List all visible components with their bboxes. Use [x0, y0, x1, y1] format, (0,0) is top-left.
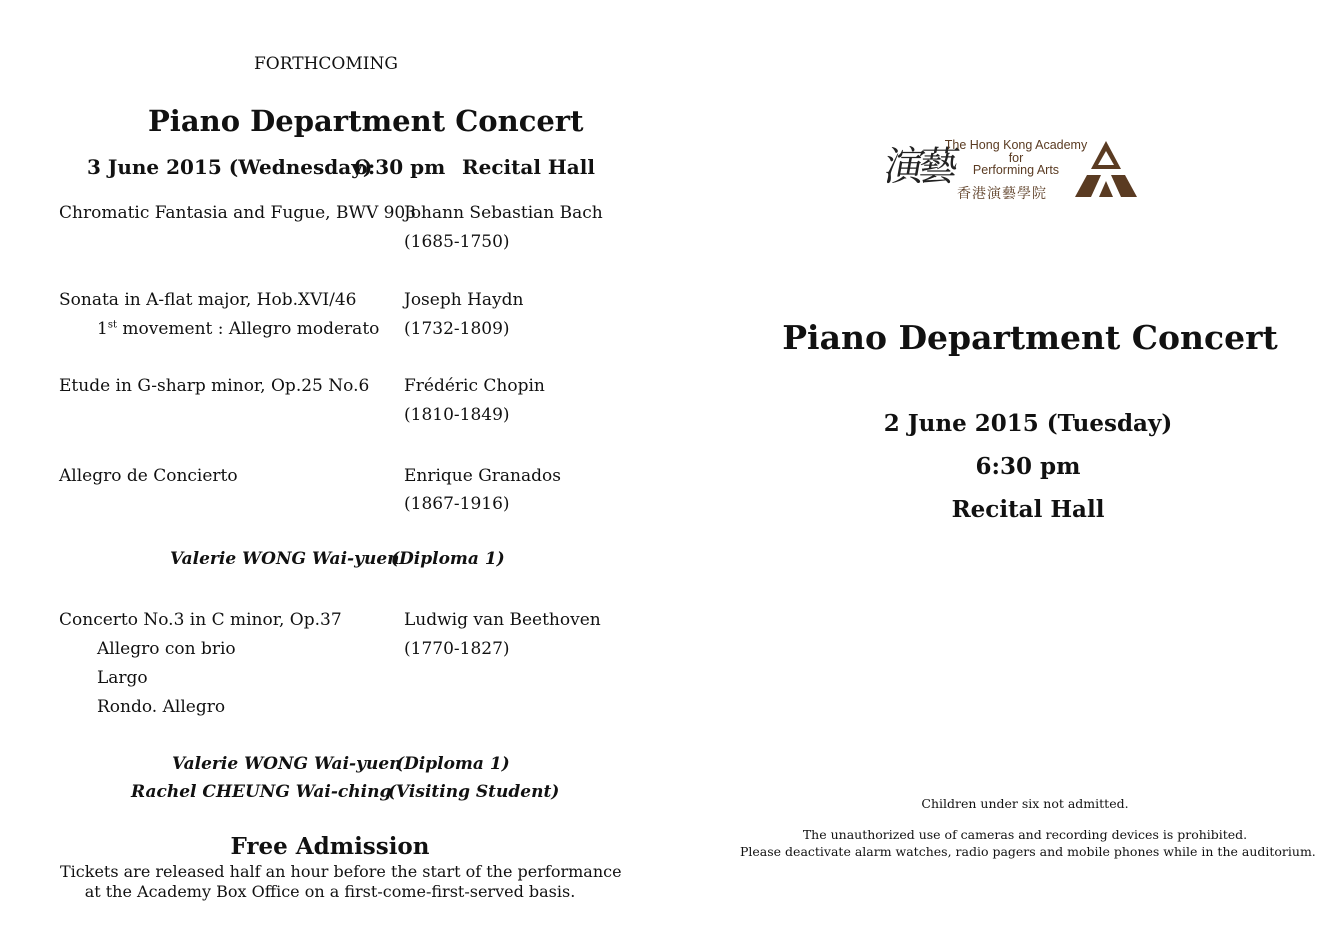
movement-text: movement : Allegro moderato: [116, 319, 380, 339]
movement-number: 1: [97, 319, 108, 339]
program-work: Concerto No.3 in C minor, Op.37: [59, 610, 342, 630]
movement-ordinal: st: [107, 319, 117, 331]
performer-name: Valerie WONG Wai-yuen: [172, 754, 402, 774]
academy-triangle-logo-icon: [1073, 139, 1139, 201]
program-composer: Joseph Haydn: [404, 290, 524, 310]
tickets-note-line2: at the Academy Box Office on a first-come-first-served basis.: [84, 882, 576, 901]
performer-name: Rachel CHEUNG Wai-ching: [131, 782, 392, 802]
program-composer: Ludwig van Beethoven: [404, 610, 601, 630]
free-admission-heading: Free Admission: [230, 833, 430, 860]
notice-children: Children under six not admitted.: [921, 796, 1129, 811]
program-years: (1685-1750): [404, 232, 510, 252]
program-movement: Allegro con brio: [97, 639, 236, 659]
forthcoming-header: FORTHCOMING: [254, 54, 398, 74]
performer-name: Valerie WONG Wai-yuen: [170, 549, 400, 569]
left-date: 3 June 2015 (Wednesday): [87, 155, 373, 179]
program-movement: Largo: [97, 668, 148, 688]
logo-english-line2: for: [1008, 150, 1024, 165]
logo-english-name: [941, 139, 1091, 177]
program-work: Sonata in A-flat major, Hob.XVI/46: [59, 290, 357, 310]
program-movement: Rondo. Allegro: [97, 697, 226, 717]
left-concert-title: Piano Department Concert: [148, 104, 584, 138]
right-concert-title: Piano Department Concert: [782, 318, 1278, 357]
program-composer: Enrique Granados: [404, 466, 561, 486]
logo-english-line3: Performing Arts: [972, 163, 1060, 177]
logo-chinese-name: 香港演藝學院: [957, 186, 1047, 202]
tickets-note-line1: Tickets are released half an hour before the start of the performance: [60, 862, 622, 881]
notice-devices: Please deactivate alarm watches, radio pagers and mobile phones while in the auditorium.: [740, 844, 1316, 859]
logo-english-line1: The Hong Kong Academy: [944, 138, 1088, 152]
program-work: Allegro de Concierto: [59, 466, 238, 486]
program-years: (1770-1827): [404, 639, 510, 659]
right-time: 6:30 pm: [975, 453, 1081, 480]
logo-calligraphy: 演藝: [880, 144, 957, 190]
program-years: (1732-1809): [404, 319, 510, 339]
program-years: (1810-1849): [404, 405, 510, 425]
program-work: Etude in G-sharp minor, Op.25 No.6: [59, 376, 370, 396]
right-date: 2 June 2015 (Tuesday): [883, 410, 1173, 437]
program-movement: [97, 319, 379, 339]
performer-role: (Diploma 1): [396, 754, 510, 774]
program-years: (1867-1916): [404, 494, 510, 514]
right-venue: Recital Hall: [951, 496, 1105, 523]
program-work: Chromatic Fantasia and Fugue, BWV 903: [59, 203, 417, 223]
left-venue: Recital Hall: [462, 155, 595, 179]
notice-recording: The unauthorized use of cameras and recording devices is prohibited.: [802, 827, 1248, 842]
performer-role: (Diploma 1): [391, 549, 505, 569]
program-composer: Frédéric Chopin: [404, 376, 545, 396]
program-composer: Johann Sebastian Bach: [404, 203, 603, 223]
academy-logo: [880, 135, 1145, 205]
left-time: 6:30 pm: [354, 155, 446, 179]
performer-role: (Visiting Student): [388, 782, 560, 802]
